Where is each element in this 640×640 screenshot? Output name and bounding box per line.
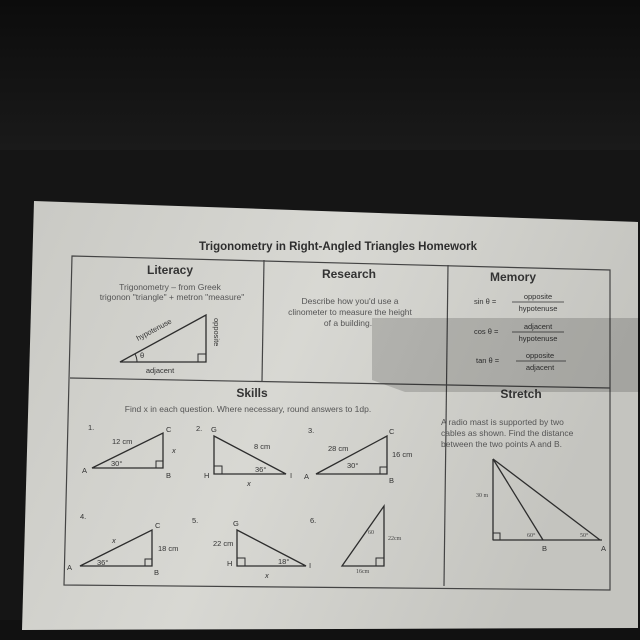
- mast-height-label: 30 m: [476, 493, 489, 499]
- stretch-line-3: between the two points A and B.: [441, 439, 562, 449]
- angle-b-label: 60°: [527, 533, 536, 539]
- cos-denominator: hypotenuse: [518, 334, 558, 343]
- theta-label: θ: [140, 351, 145, 360]
- stretch-line-1: A radio mast is supported by two: [441, 417, 564, 427]
- research-line-2: clinometer to measure the height: [288, 307, 412, 317]
- q1-vertex-b: B: [166, 471, 172, 480]
- tan-lhs: tan θ =: [476, 356, 500, 365]
- q5-angle-label: 18°: [278, 557, 290, 566]
- q1-side-label: 12 cm: [112, 437, 133, 446]
- camera-shadow: [372, 318, 640, 392]
- cos-numerator: adjacent: [523, 322, 553, 331]
- q4-x-label: x: [112, 536, 116, 545]
- q4-number: 4.: [80, 512, 87, 521]
- q5-vertex-g: G: [233, 519, 239, 528]
- q1-angle-label: 30°: [111, 459, 123, 468]
- stretch-line-2: cables as shown. Find the distance: [441, 428, 574, 438]
- q3-vertex-b: B: [389, 476, 395, 485]
- q1-number: 1.: [88, 423, 95, 432]
- literacy-heading: Literacy: [146, 263, 194, 277]
- q6-side-2-label: 16cm: [356, 569, 370, 575]
- stretch-heading: Stretch: [500, 387, 542, 401]
- cos-lhs: cos θ =: [474, 327, 499, 336]
- skills-instruction: Find x in each question. Where necessary, round answers to 1dp.: [124, 404, 372, 414]
- q2-x-label: x: [247, 479, 251, 488]
- research-line-3: of a building.: [323, 318, 373, 328]
- adjacent-label: adjacent: [145, 366, 175, 375]
- research-line-1: Describe how you'd use a: [301, 296, 399, 306]
- q3-number: 3.: [308, 426, 315, 435]
- page-title: Trigonometry in Right-Angled Triangles Homework: [199, 241, 477, 253]
- opposite-label: opposite: [212, 318, 221, 347]
- hypotenuse-label: hypotenuse: [134, 316, 174, 343]
- q5-vertex-i: I: [309, 561, 312, 570]
- q6-angle-label: 60: [368, 530, 374, 536]
- point-a-label: A: [601, 544, 607, 553]
- q5-vertex-h: H: [227, 559, 233, 568]
- q2-vertex-h: H: [204, 471, 210, 480]
- q3-side-1-label: 28 cm: [328, 444, 349, 453]
- research-heading: Research: [321, 267, 377, 281]
- q1-vertex-a: A: [82, 466, 88, 475]
- q4-side-label: 18 cm: [158, 544, 179, 553]
- sin-lhs: sin θ =: [474, 297, 497, 306]
- literacy-line-2: trigonon "triangle" + metron "measure": [99, 292, 245, 302]
- q3-vertex-a: A: [304, 472, 310, 481]
- q4-vertex-a: A: [67, 563, 73, 572]
- q5-x-label: x: [265, 571, 269, 580]
- q4-vertex-c: C: [155, 521, 161, 530]
- literacy-line-1: Trigonometry – from Greek: [119, 282, 221, 292]
- q2-vertex-i: I: [290, 471, 293, 480]
- q5-number: 5.: [192, 516, 199, 525]
- q1-vertex-c: C: [166, 425, 172, 434]
- point-b-label: B: [542, 544, 548, 553]
- q6-side-1-label: 22cm: [388, 536, 402, 542]
- angle-a-label: 50°: [580, 533, 589, 539]
- q3-side-2-label: 16 cm: [392, 450, 413, 459]
- q4-angle-label: 36°: [97, 558, 109, 567]
- sin-numerator: opposite: [523, 292, 553, 301]
- q3-vertex-c: C: [389, 427, 395, 436]
- q3-angle-label: 30°: [347, 461, 359, 470]
- q2-angle-label: 36°: [255, 465, 267, 474]
- memory-heading: Memory: [489, 270, 537, 284]
- skills-heading: Skills: [236, 386, 268, 400]
- tan-denominator: adjacent: [525, 363, 555, 372]
- tan-numerator: opposite: [525, 351, 555, 360]
- q2-vertex-g: G: [211, 425, 217, 434]
- q6-number: 6.: [310, 516, 317, 525]
- q4-vertex-b: B: [154, 568, 160, 577]
- q1-x-label: x: [172, 446, 176, 455]
- q2-side-label: 8 cm: [254, 442, 271, 451]
- sin-denominator: hypotenuse: [518, 304, 558, 313]
- q2-number: 2.: [196, 424, 203, 433]
- q5-side-label: 22 cm: [213, 539, 234, 548]
